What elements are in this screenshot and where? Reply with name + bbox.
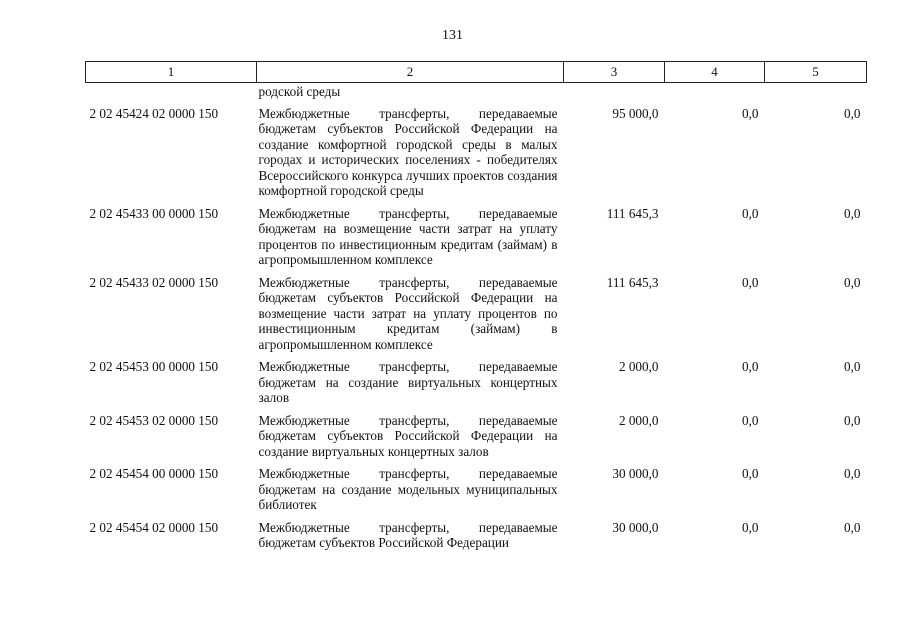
row-description: Межбюджетные трансферты, передаваемые бюджетам субъектов Российской Федерации на возмещение части затрат на уплату процентов по инвестиционным кредитам (займам) в агропромышленном комплексе — [258, 274, 558, 352]
budget-code: 2 02 45424 02 0000 150 — [89, 105, 219, 121]
amount-col-3 — [564, 83, 665, 106]
budget-table — [85, 61, 867, 551]
amount-col-5: 0,0 — [844, 519, 861, 535]
amount-col-3: 111 645,3 — [606, 205, 659, 221]
amount-col-4: 0,0 — [742, 519, 759, 535]
budget-code: 2 02 45454 02 0000 150 — [89, 519, 219, 535]
amount-col-5: 0,0 — [844, 205, 861, 221]
amount-col-3: 111 645,3 — [606, 274, 659, 290]
amount-col-5: 0,0 — [844, 359, 861, 374]
amount-col-3: 30 000,0 — [612, 519, 659, 535]
table-row — [86, 275, 867, 360]
budget-code: 2 02 45453 02 0000 150 — [89, 412, 219, 428]
budget-code: 2 02 45433 02 0000 150 — [89, 274, 219, 290]
amount-col-4: 0,0 — [742, 274, 759, 290]
amount-col-4: 0,0 — [742, 205, 759, 221]
table-header — [86, 62, 867, 83]
column-header-3: 3 — [564, 62, 665, 83]
column-header-2: 2 — [257, 62, 564, 83]
column-header-4: 4 — [665, 62, 765, 83]
amount-col-3: 30 000,0 — [612, 466, 659, 481]
row-description: Межбюджетные трансферты, передаваемые бюджетам субъектов Российской Федерации на создание комфортной городской среды в малых городах и исторических поселениях - победителях Всероссийского конкурса лучших проектов создания комфортной городской среды — [258, 105, 558, 198]
amount-col-5 — [765, 83, 867, 106]
amount-col-5: 0,0 — [844, 105, 861, 121]
amount-col-4: 0,0 — [742, 105, 759, 121]
row-description: Межбюджетные трансферты, передаваемые бюджетам на создание модельных муниципальных библиотек — [258, 466, 558, 512]
amount-col-4: 0,0 — [742, 359, 759, 374]
table-row — [86, 520, 867, 551]
column-header-5: 5 — [765, 62, 867, 83]
amount-col-4: 0,0 — [742, 412, 759, 428]
header-row — [86, 62, 867, 83]
amount-col-3: 2 000,0 — [618, 359, 659, 374]
budget-code — [86, 83, 257, 106]
amount-col-4 — [665, 83, 765, 106]
budget-code: 2 02 45453 00 0000 150 — [89, 359, 219, 374]
budget-code: 2 02 45454 00 0000 150 — [89, 466, 219, 481]
amount-col-5: 0,0 — [844, 412, 861, 428]
amount-col-3: 95 000,0 — [612, 105, 659, 121]
amount-col-4: 0,0 — [742, 466, 759, 481]
table-row — [86, 413, 867, 467]
table-row-continuation — [86, 83, 867, 106]
amount-col-5: 0,0 — [844, 274, 861, 290]
row-description: Межбюджетные трансферты, передаваемые бюджетам на возмещение части затрат на уплату процентов по инвестиционным кредитам (займам) в агропромышленном комплексе — [258, 205, 558, 267]
row-description: Межбюджетные трансферты, передаваемые бюджетам на создание виртуальных концертных залов — [258, 359, 558, 405]
row-description: Межбюджетные трансферты, передаваемые бюджетам субъектов Российской Федерации — [258, 519, 558, 550]
table-row — [86, 466, 867, 520]
table-row — [86, 359, 867, 413]
table-row — [86, 106, 867, 206]
budget-code: 2 02 45433 00 0000 150 — [89, 205, 219, 221]
amount-col-3: 2 000,0 — [618, 412, 659, 428]
table-row — [86, 206, 867, 275]
row-description: родской среды — [258, 84, 341, 99]
column-header-1: 1 — [86, 62, 257, 83]
amount-col-5: 0,0 — [844, 466, 861, 481]
table-body — [86, 83, 867, 551]
page-number: 131 — [442, 28, 463, 43]
row-description: Межбюджетные трансферты, передаваемые бюджетам субъектов Российской Федерации на создание виртуальных концертных залов — [258, 412, 558, 459]
